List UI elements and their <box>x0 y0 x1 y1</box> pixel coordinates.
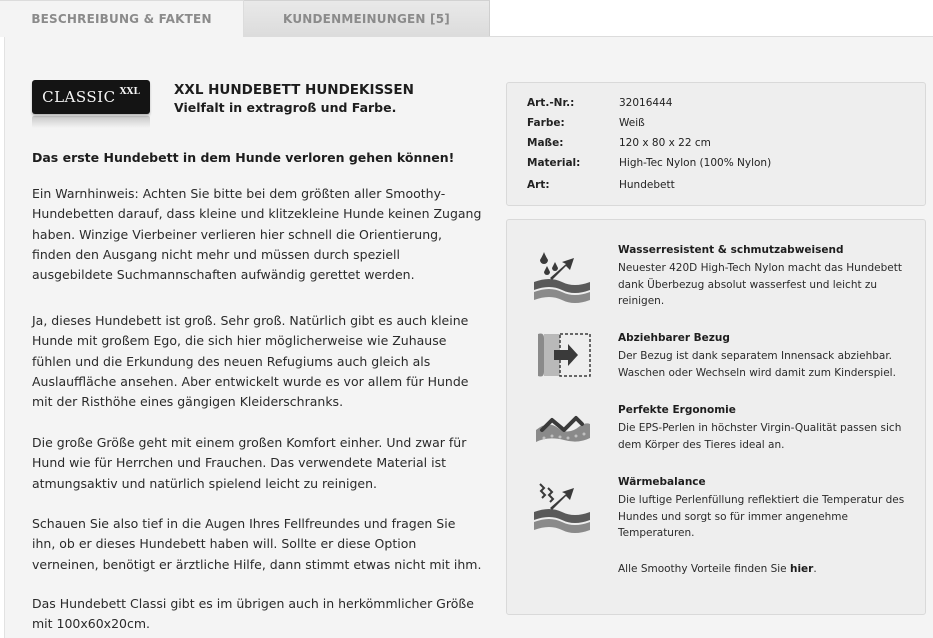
fact-row <box>527 113 645 133</box>
fact-row <box>527 153 771 173</box>
fact-value: 32016444 <box>619 97 673 109</box>
feature-text: Die luftige Perlenfüllung reflektiert die Temperatur des Hundes und sorgt so für immer angenehme Temperaturen. <box>618 494 905 539</box>
description-paragraph: Die große Größe geht mit einem großen Komfort einher. Und zwar für Hund wie für Herrchen und Frauchen. Das verwendete Material ist atmungsaktiv und natürlich spielend leicht zu reinigen. <box>32 435 467 491</box>
fact-row <box>527 133 711 153</box>
fact-row <box>527 93 672 113</box>
description-paragraph: Das Hundebett Classi gibt es im übrigen auch in herkömmlicher Größe mit 100x60x20cm. <box>32 596 474 632</box>
tab-kundenmeinungen[interactable]: KUNDENMEINUNGEN [5] <box>244 0 490 36</box>
fact-row <box>527 175 675 195</box>
facts-box <box>506 82 926 206</box>
fact-label: Farbe: <box>527 117 565 129</box>
fact-label: Art: <box>527 179 550 191</box>
feature-text: Neuester 420D High-Tech Nylon macht das Hundebett dank Überbezug absolut wasserfest und leicht zu reinigen. <box>618 262 902 307</box>
description-paragraph: Ein Warnhinweis: Achten Sie bitte bei dem größten aller Smoothy-Hundebetten darauf, dass kleine und klitzekleine Hunde keinen Zugang haben. Winzige Vierbeiner verlieren hier schnell die Orientierung, finden den Ausgang nicht mehr und müssen durch speziell ausgebildete Suchmannschaften aufwändig gerettet werden. <box>32 186 482 283</box>
heat-balance-icon <box>530 476 594 534</box>
ergonomic-icon <box>530 400 594 458</box>
waterproof-icon <box>530 246 594 304</box>
logo-text: CLASSIC <box>42 88 116 106</box>
logo-sup: XXL <box>119 87 140 97</box>
fact-label: Art.-Nr.: <box>527 97 575 109</box>
product-subtitle: Vielfalt in extragroß und Farbe. <box>174 100 397 115</box>
feature-title: Perfekte Ergonomie <box>618 404 736 416</box>
product-title: XXL HUNDEBETT HUNDEKISSEN <box>174 82 414 98</box>
logo-reflection <box>32 116 150 128</box>
all-benefits-link[interactable]: hier <box>789 563 814 575</box>
feature-title: Wärmebalance <box>618 476 706 488</box>
all-benefits-line <box>618 563 817 575</box>
feature-title: Wasserresistent & schmutzabweisend <box>618 244 844 256</box>
all-benefits-suffix: . <box>813 563 817 575</box>
tab-beschreibung[interactable]: BESCHREIBUNG & FAKTEN <box>0 0 244 37</box>
fact-value: High-Tec Nylon (100% Nylon) <box>619 157 772 169</box>
fact-value: Weiß <box>619 117 645 129</box>
removable-cover-icon <box>530 326 594 384</box>
fact-label: Maße: <box>527 137 564 149</box>
fact-value: 120 x 80 x 22 cm <box>619 137 711 149</box>
feature-text: Der Bezug ist dank separatem Innensack abziehbar. Waschen oder Wechseln wird damit zum Kinderspiel. <box>618 350 896 379</box>
classic-xxl-logo <box>32 80 150 114</box>
feature-title: Abziehbarer Bezug <box>618 332 730 344</box>
fact-label: Material: <box>527 157 581 169</box>
fact-value: Hundebett <box>619 179 675 191</box>
tab-bar <box>0 0 933 36</box>
description-lead: Das erste Hundebett in dem Hunde verloren gehen können! <box>32 150 455 165</box>
feature-text: Die EPS-Perlen in höchster Virgin-Qualität passen sich dem Körper des Tieres ideal an. <box>618 422 902 451</box>
all-benefits-prefix: Alle Smoothy Vorteile finden Sie <box>618 563 790 575</box>
description-paragraph: Schauen Sie also tief in die Augen Ihres Fellfreundes und fragen Sie ihn, ob er dieses Hundebett haben will. Sollte er diese Option verneinen, benötigt er ärztliche Hilfe, dann stimmt etwas nicht mit ihm. <box>32 516 482 572</box>
description-paragraph: Ja, dieses Hundebett ist groß. Sehr groß. Natürlich gibt es auch kleine Hunde mit großem Ego, die sich hier möglicherweise wie Zuhause fühlen und die Erkundung des neuen Refugiums auch gleich als Auslauffläche ansehen. Aber entwickelt wurde es vor allem für Hunde mit der Risthöhe eines gängigen Kleiderschranks. <box>32 313 469 410</box>
